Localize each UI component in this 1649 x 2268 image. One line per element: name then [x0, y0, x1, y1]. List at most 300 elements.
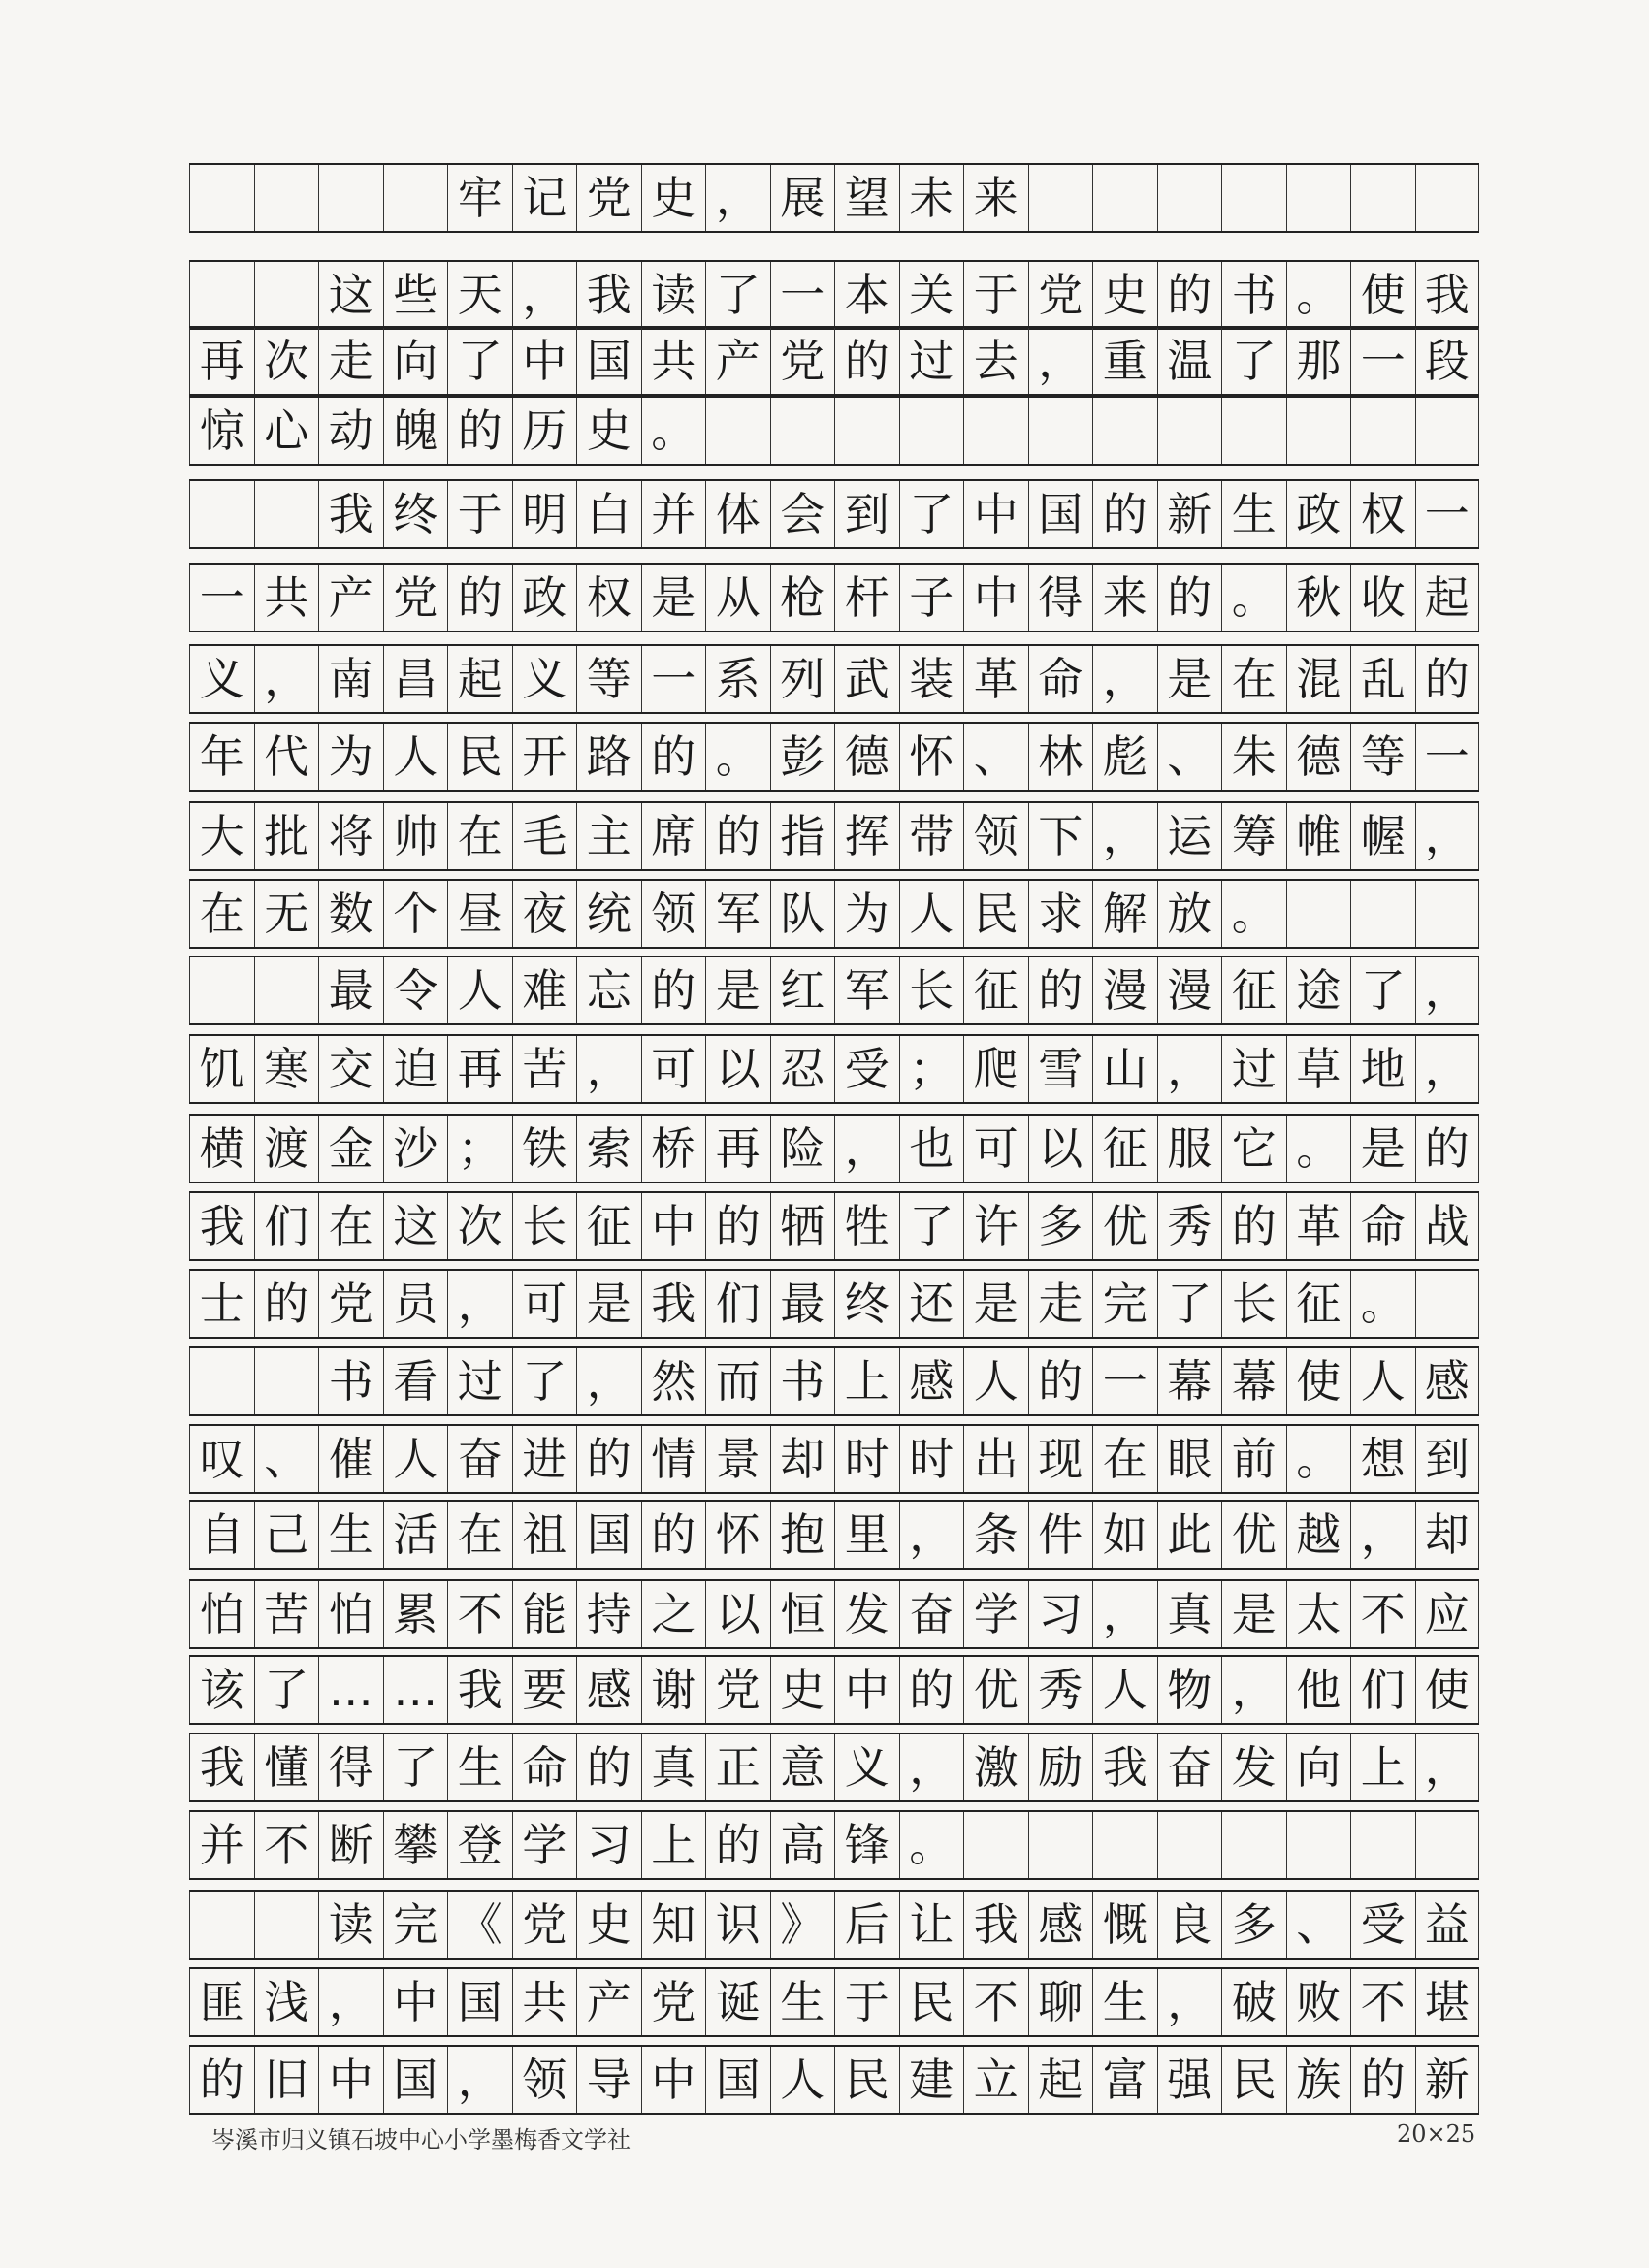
grid-cell: 的 [1221, 1193, 1286, 1259]
grid-cell: 锋 [834, 1812, 899, 1878]
grid-cell: 展 [770, 165, 835, 231]
grid-row [189, 1810, 1479, 1880]
grid-cell: 昌 [383, 646, 448, 712]
grid-cell: 我 [576, 262, 641, 328]
grid-cell: 人 [963, 1348, 1028, 1414]
grid-cell: ， [1415, 803, 1480, 869]
grid-cell: 国 [1028, 481, 1093, 547]
grid-cell: 奋 [1157, 1734, 1222, 1800]
grid-cell: 的 [705, 1193, 770, 1259]
grid-cell: 习 [576, 1812, 641, 1878]
grid-cell: 批 [254, 803, 319, 869]
grid-cell: 了 [899, 481, 964, 547]
grid-cell: 党 [641, 1969, 706, 2035]
grid-row [189, 722, 1479, 792]
grid-cell: 懂 [254, 1734, 319, 1800]
grid-cell: 铁 [512, 1116, 577, 1182]
grid-cell: 奋 [447, 1426, 512, 1492]
grid-cell: 一 [189, 565, 254, 631]
grid-cell: 过 [1221, 1036, 1286, 1102]
grid-cell: 军 [834, 957, 899, 1023]
grid-cell: 过 [447, 1348, 512, 1414]
grid-cell: 、 [1157, 724, 1222, 790]
grid-row [189, 801, 1479, 871]
grid-cell: 却 [1415, 1502, 1480, 1568]
grid-cell: 解 [1092, 881, 1157, 947]
grid-cell: 权 [1350, 481, 1415, 547]
grid-cell: 筹 [1221, 803, 1286, 869]
grid-cell: 路 [576, 724, 641, 790]
grid-cell [834, 398, 899, 464]
grid-cell: 越 [1286, 1502, 1351, 1568]
grid-cell: 彪 [1092, 724, 1157, 790]
grid-cell: 动 [318, 398, 383, 464]
grid-cell: 的 [576, 1426, 641, 1492]
grid-cell: 忍 [770, 1036, 835, 1102]
grid-cell: 进 [512, 1426, 577, 1492]
grid-cell: 一 [641, 646, 706, 712]
grid-cell: 军 [705, 881, 770, 947]
grid-cell: 得 [1028, 565, 1093, 631]
grid-cell: 不 [1350, 1969, 1415, 2035]
grid-cell [1221, 165, 1286, 231]
grid-cell: 士 [189, 1271, 254, 1337]
grid-cell: 族 [1286, 2047, 1351, 2113]
grid-cell: 我 [189, 1193, 254, 1259]
grid-cell: 完 [383, 1892, 448, 1958]
grid-cell: 多 [1221, 1892, 1286, 1958]
grid-cell: 迫 [383, 1036, 448, 1102]
grid-cell: 了 [1157, 1271, 1222, 1337]
grid-cell: 一 [1415, 481, 1480, 547]
grid-cell: 终 [383, 481, 448, 547]
grid-cell [1092, 1812, 1157, 1878]
grid-cell: 幄 [1350, 803, 1415, 869]
grid-cell: 交 [318, 1036, 383, 1102]
grid-cell: 乱 [1350, 646, 1415, 712]
grid-cell: 民 [899, 1969, 964, 2035]
grid-cell: 的 [705, 803, 770, 869]
grid-cell: 立 [963, 2047, 1028, 2113]
grid-cell: 从 [705, 565, 770, 631]
grid-cell: 再 [705, 1116, 770, 1182]
grid-cell: 恒 [770, 1581, 835, 1647]
grid-cell: 饥 [189, 1036, 254, 1102]
grid-cell: 漫 [1092, 957, 1157, 1023]
grid-cell: 景 [705, 1426, 770, 1492]
grid-cell: 太 [1286, 1581, 1351, 1647]
grid-cell: 上 [641, 1812, 706, 1878]
grid-cell: 帷 [1286, 803, 1351, 869]
grid-cell: 怀 [705, 1502, 770, 1568]
grid-cell: 去 [963, 328, 1028, 394]
grid-cell: 在 [447, 803, 512, 869]
grid-cell: 运 [1157, 803, 1222, 869]
grid-cell: 一 [1415, 724, 1480, 790]
grid-cell: 叹 [189, 1426, 254, 1492]
grid-cell: 为 [834, 881, 899, 947]
grid-cell: 的 [447, 398, 512, 464]
grid-cell: 等 [576, 646, 641, 712]
grid-cell: ， [576, 1348, 641, 1414]
grid-cell: 历 [512, 398, 577, 464]
grid-cell: 读 [641, 262, 706, 328]
grid-cell: 识 [705, 1892, 770, 1958]
grid-cell: 书 [1221, 262, 1286, 328]
grid-cell: 毛 [512, 803, 577, 869]
grid-cell: 前 [1221, 1426, 1286, 1492]
grid-cell: 未 [899, 165, 964, 231]
grid-cell: 放 [1157, 881, 1222, 947]
grid-cell: 发 [1221, 1734, 1286, 1800]
grid-cell: 次 [254, 328, 319, 394]
grid-cell: 指 [770, 803, 835, 869]
grid-cell: 次 [447, 1193, 512, 1259]
grid-cell: 忘 [576, 957, 641, 1023]
grid-cell: 那 [1286, 328, 1351, 394]
grid-cell: 学 [512, 1812, 577, 1878]
grid-cell: 向 [1286, 1734, 1351, 1800]
grid-cell: 国 [447, 1969, 512, 2035]
grid-cell [383, 165, 448, 231]
grid-cell: 攀 [383, 1812, 448, 1878]
grid-cell: 来 [1092, 565, 1157, 631]
grid-cell: 是 [641, 565, 706, 631]
grid-cell: 于 [447, 481, 512, 547]
grid-cell: 义 [512, 646, 577, 712]
grid-cell: ， [1415, 957, 1480, 1023]
grid-cell: 渡 [254, 1116, 319, 1182]
grid-cell: 不 [1350, 1581, 1415, 1647]
grid-cell: ， [254, 646, 319, 712]
grid-cell: 了 [1350, 957, 1415, 1023]
grid-cell: 关 [899, 262, 964, 328]
grid-cell: 在 [1221, 646, 1286, 712]
grid-cell [1221, 1812, 1286, 1878]
grid-cell: 的 [1157, 262, 1222, 328]
grid-cell [254, 165, 319, 231]
grid-cell: 了 [899, 1193, 964, 1259]
grid-cell: 》 [770, 1892, 835, 1958]
grid-cell [1028, 398, 1093, 464]
grid-cell: 意 [770, 1734, 835, 1800]
grid-cell: 德 [834, 724, 899, 790]
grid-row [189, 1579, 1479, 1649]
grid-cell: 党 [1028, 262, 1093, 328]
grid-cell: 系 [705, 646, 770, 712]
grid-cell: 政 [512, 565, 577, 631]
grid-cell: 领 [641, 881, 706, 947]
grid-cell [1415, 165, 1480, 231]
grid-cell [254, 1348, 319, 1414]
grid-cell: 的 [1028, 957, 1093, 1023]
grid-cell: 长 [1221, 1271, 1286, 1337]
grid-cell: 大 [189, 803, 254, 869]
grid-cell: 民 [447, 724, 512, 790]
grid-cell: 生 [1092, 1969, 1157, 2035]
grid-cell: 发 [834, 1581, 899, 1647]
grid-cell: 终 [834, 1271, 899, 1337]
grid-cell: 登 [447, 1812, 512, 1878]
grid-cell [318, 165, 383, 231]
grid-row [189, 1424, 1479, 1494]
grid-cell: 多 [1028, 1193, 1093, 1259]
grid-cell: 一 [1092, 1348, 1157, 1414]
grid-cell: ， [1415, 1036, 1480, 1102]
grid-cell: 红 [770, 957, 835, 1023]
grid-cell: 彭 [770, 724, 835, 790]
grid-cell: 生 [447, 1734, 512, 1800]
grid-cell: 我 [447, 1657, 512, 1723]
grid-cell: 这 [318, 262, 383, 328]
grid-cell [1286, 881, 1351, 947]
publisher-label: 岑溪市归义镇石坡中心小学墨梅香文学社 [211, 2126, 630, 2154]
grid-cell: 在 [1092, 1426, 1157, 1492]
grid-cell: 的 [447, 565, 512, 631]
grid-cell: 难 [512, 957, 577, 1023]
grid-cell: 人 [447, 957, 512, 1023]
grid-cell: 的 [1415, 1116, 1480, 1182]
grid-cell: 等 [1350, 724, 1415, 790]
grid-cell: 中 [834, 1657, 899, 1723]
grid-row [189, 563, 1479, 632]
grid-cell [1028, 165, 1093, 231]
grid-cell: ； [899, 1036, 964, 1102]
grid-cell: ， [1092, 803, 1157, 869]
grid-cell [1350, 398, 1415, 464]
grid-row [189, 1114, 1479, 1183]
grid-cell [1350, 1812, 1415, 1878]
grid-cell: 中 [963, 481, 1028, 547]
grid-cell: 是 [576, 1271, 641, 1337]
grid-cell [1350, 165, 1415, 231]
grid-cell: 却 [770, 1426, 835, 1492]
grid-cell: 共 [512, 1969, 577, 2035]
grid-cell: 中 [383, 1969, 448, 2035]
grid-cell: 牢 [447, 165, 512, 231]
grid-cell: 牺 [770, 1193, 835, 1259]
grid-cell: 向 [383, 328, 448, 394]
grid-row [189, 1967, 1479, 2037]
grid-cell: 数 [318, 881, 383, 947]
grid-cell [1286, 165, 1351, 231]
grid-cell: ， [1028, 328, 1093, 394]
grid-cell: 朱 [1221, 724, 1286, 790]
grid-cell: 起 [447, 646, 512, 712]
grid-cell: 此 [1157, 1502, 1222, 1568]
grid-cell: 德 [1286, 724, 1351, 790]
grid-cell: 年 [189, 724, 254, 790]
grid-cell: 征 [1092, 1116, 1157, 1182]
grid-row [189, 1346, 1479, 1416]
grid-cell: 武 [834, 646, 899, 712]
grid-cell: 、 [254, 1426, 319, 1492]
grid-cell: 之 [641, 1581, 706, 1647]
grid-row [189, 1269, 1479, 1339]
grid-cell: 民 [1221, 2047, 1286, 2113]
grid-cell: 看 [383, 1348, 448, 1414]
grid-cell: 上 [1350, 1734, 1415, 1800]
grid-cell [189, 1348, 254, 1414]
grid-cell: ； [447, 1116, 512, 1182]
grid-cell: 杆 [834, 565, 899, 631]
grid-cell: 最 [770, 1271, 835, 1337]
grid-cell [1286, 398, 1351, 464]
grid-cell: 的 [1157, 565, 1222, 631]
grid-cell: 苦 [512, 1036, 577, 1102]
grid-cell: 旧 [254, 2047, 319, 2113]
grid-cell: 。 [641, 398, 706, 464]
grid-cell: 以 [705, 1581, 770, 1647]
grid-cell: 过 [899, 328, 964, 394]
grid-cell: 史 [1092, 262, 1157, 328]
grid-cell: 了 [512, 1348, 577, 1414]
grid-cell: 激 [963, 1734, 1028, 1800]
grid-row [189, 326, 1479, 396]
grid-cell: 征 [576, 1193, 641, 1259]
grid-cell: 明 [512, 481, 577, 547]
grid-cell: 领 [963, 803, 1028, 869]
grid-cell: 的 [1415, 646, 1480, 712]
grid-cell: 情 [641, 1426, 706, 1492]
grid-cell: 索 [576, 1116, 641, 1182]
grid-cell [189, 262, 254, 328]
grid-cell: ， [1092, 646, 1157, 712]
grid-cell: 温 [1157, 328, 1222, 394]
grid-cell: 党 [512, 1892, 577, 1958]
grid-size-label: 20×25 [1397, 2121, 1476, 2148]
grid-cell: 一 [1350, 328, 1415, 394]
grid-cell [1157, 1812, 1222, 1878]
grid-cell: 征 [1221, 957, 1286, 1023]
grid-cell: 以 [1028, 1116, 1093, 1182]
grid-cell: ， [899, 1734, 964, 1800]
grid-cell: 新 [1157, 481, 1222, 547]
grid-cell: 国 [576, 1502, 641, 1568]
grid-cell: 草 [1286, 1036, 1351, 1102]
grid-cell: 持 [576, 1581, 641, 1647]
grid-cell: 为 [318, 724, 383, 790]
grid-cell: 的 [189, 2047, 254, 2113]
grid-cell: 书 [770, 1348, 835, 1414]
grid-cell: 于 [834, 1969, 899, 2035]
grid-cell: 人 [899, 881, 964, 947]
grid-cell: 共 [254, 565, 319, 631]
grid-cell: 义 [189, 646, 254, 712]
grid-cell: 国 [705, 2047, 770, 2113]
grid-cell: 了 [1221, 328, 1286, 394]
grid-cell: 林 [1028, 724, 1093, 790]
grid-cell: 我 [641, 1271, 706, 1337]
grid-cell [254, 262, 319, 328]
grid-cell: … [318, 1657, 383, 1723]
grid-cell: 然 [641, 1348, 706, 1414]
grid-cell: 险 [770, 1116, 835, 1182]
grid-cell: 主 [576, 803, 641, 869]
grid-cell: 知 [641, 1892, 706, 1958]
grid-cell: 幕 [1157, 1348, 1222, 1414]
grid-cell: 夜 [512, 881, 577, 947]
grid-cell: 统 [576, 881, 641, 947]
grid-cell: 党 [318, 1271, 383, 1337]
grid-cell [705, 398, 770, 464]
grid-cell: 强 [1157, 2047, 1222, 2113]
grid-cell: 民 [963, 881, 1028, 947]
grid-cell [1221, 398, 1286, 464]
grid-cell: 产 [576, 1969, 641, 2035]
grid-cell: 南 [318, 646, 383, 712]
grid-cell: 匪 [189, 1969, 254, 2035]
grid-cell: 感 [1028, 1892, 1093, 1958]
grid-cell: 命 [1350, 1193, 1415, 1259]
grid-cell: 。 [1221, 565, 1286, 631]
grid-cell: 人 [383, 724, 448, 790]
grid-cell: 他 [1286, 1657, 1351, 1723]
grid-cell: 党 [383, 565, 448, 631]
grid-cell: 在 [189, 881, 254, 947]
grid-cell: 再 [189, 328, 254, 394]
grid-cell: 是 [1350, 1116, 1415, 1182]
grid-cell: 列 [770, 646, 835, 712]
grid-cell: 生 [770, 1969, 835, 2035]
grid-cell: 国 [576, 328, 641, 394]
grid-cell: 重 [1092, 328, 1157, 394]
grid-cell [770, 398, 835, 464]
grid-row [189, 1655, 1479, 1725]
grid-cell: 一 [770, 262, 835, 328]
grid-cell: 人 [1092, 1657, 1157, 1723]
grid-cell: 还 [899, 1271, 964, 1337]
grid-cell [1157, 165, 1222, 231]
grid-cell: 生 [318, 1502, 383, 1568]
grid-cell: 人 [770, 2047, 835, 2113]
grid-cell: 后 [834, 1892, 899, 1958]
grid-cell: 感 [899, 1348, 964, 1414]
grid-cell: 。 [1286, 1426, 1351, 1492]
grid-cell: 走 [1028, 1271, 1093, 1337]
grid-cell: 史 [576, 1892, 641, 1958]
grid-cell: 完 [1092, 1271, 1157, 1337]
grid-cell: 怕 [318, 1581, 383, 1647]
grid-row [189, 644, 1479, 714]
grid-cell: 的 [641, 1502, 706, 1568]
grid-cell [1415, 881, 1480, 947]
grid-cell: 队 [770, 881, 835, 947]
grid-cell: 们 [1350, 1657, 1415, 1723]
grid-cell: 无 [254, 881, 319, 947]
grid-cell: 应 [1415, 1581, 1480, 1647]
grid-cell: 长 [899, 957, 964, 1023]
grid-cell: 我 [189, 1734, 254, 1800]
grid-cell: 习 [1028, 1581, 1093, 1647]
grid-cell: 催 [318, 1426, 383, 1492]
grid-cell: 心 [254, 398, 319, 464]
grid-cell: 中 [512, 328, 577, 394]
grid-cell: 读 [318, 1892, 383, 1958]
grid-cell: 了 [383, 1734, 448, 1800]
grid-cell: 义 [834, 1734, 899, 1800]
grid-row [189, 2045, 1479, 2115]
grid-cell: 新 [1415, 2047, 1480, 2113]
grid-cell: 枪 [770, 565, 835, 631]
grid-cell: 的 [641, 724, 706, 790]
grid-cell: 、 [1286, 1892, 1351, 1958]
grid-cell: 出 [963, 1426, 1028, 1492]
grid-cell: 产 [318, 565, 383, 631]
grid-cell: 秀 [1028, 1657, 1093, 1723]
grid-cell: 条 [963, 1502, 1028, 1568]
grid-cell: 可 [512, 1271, 577, 1337]
